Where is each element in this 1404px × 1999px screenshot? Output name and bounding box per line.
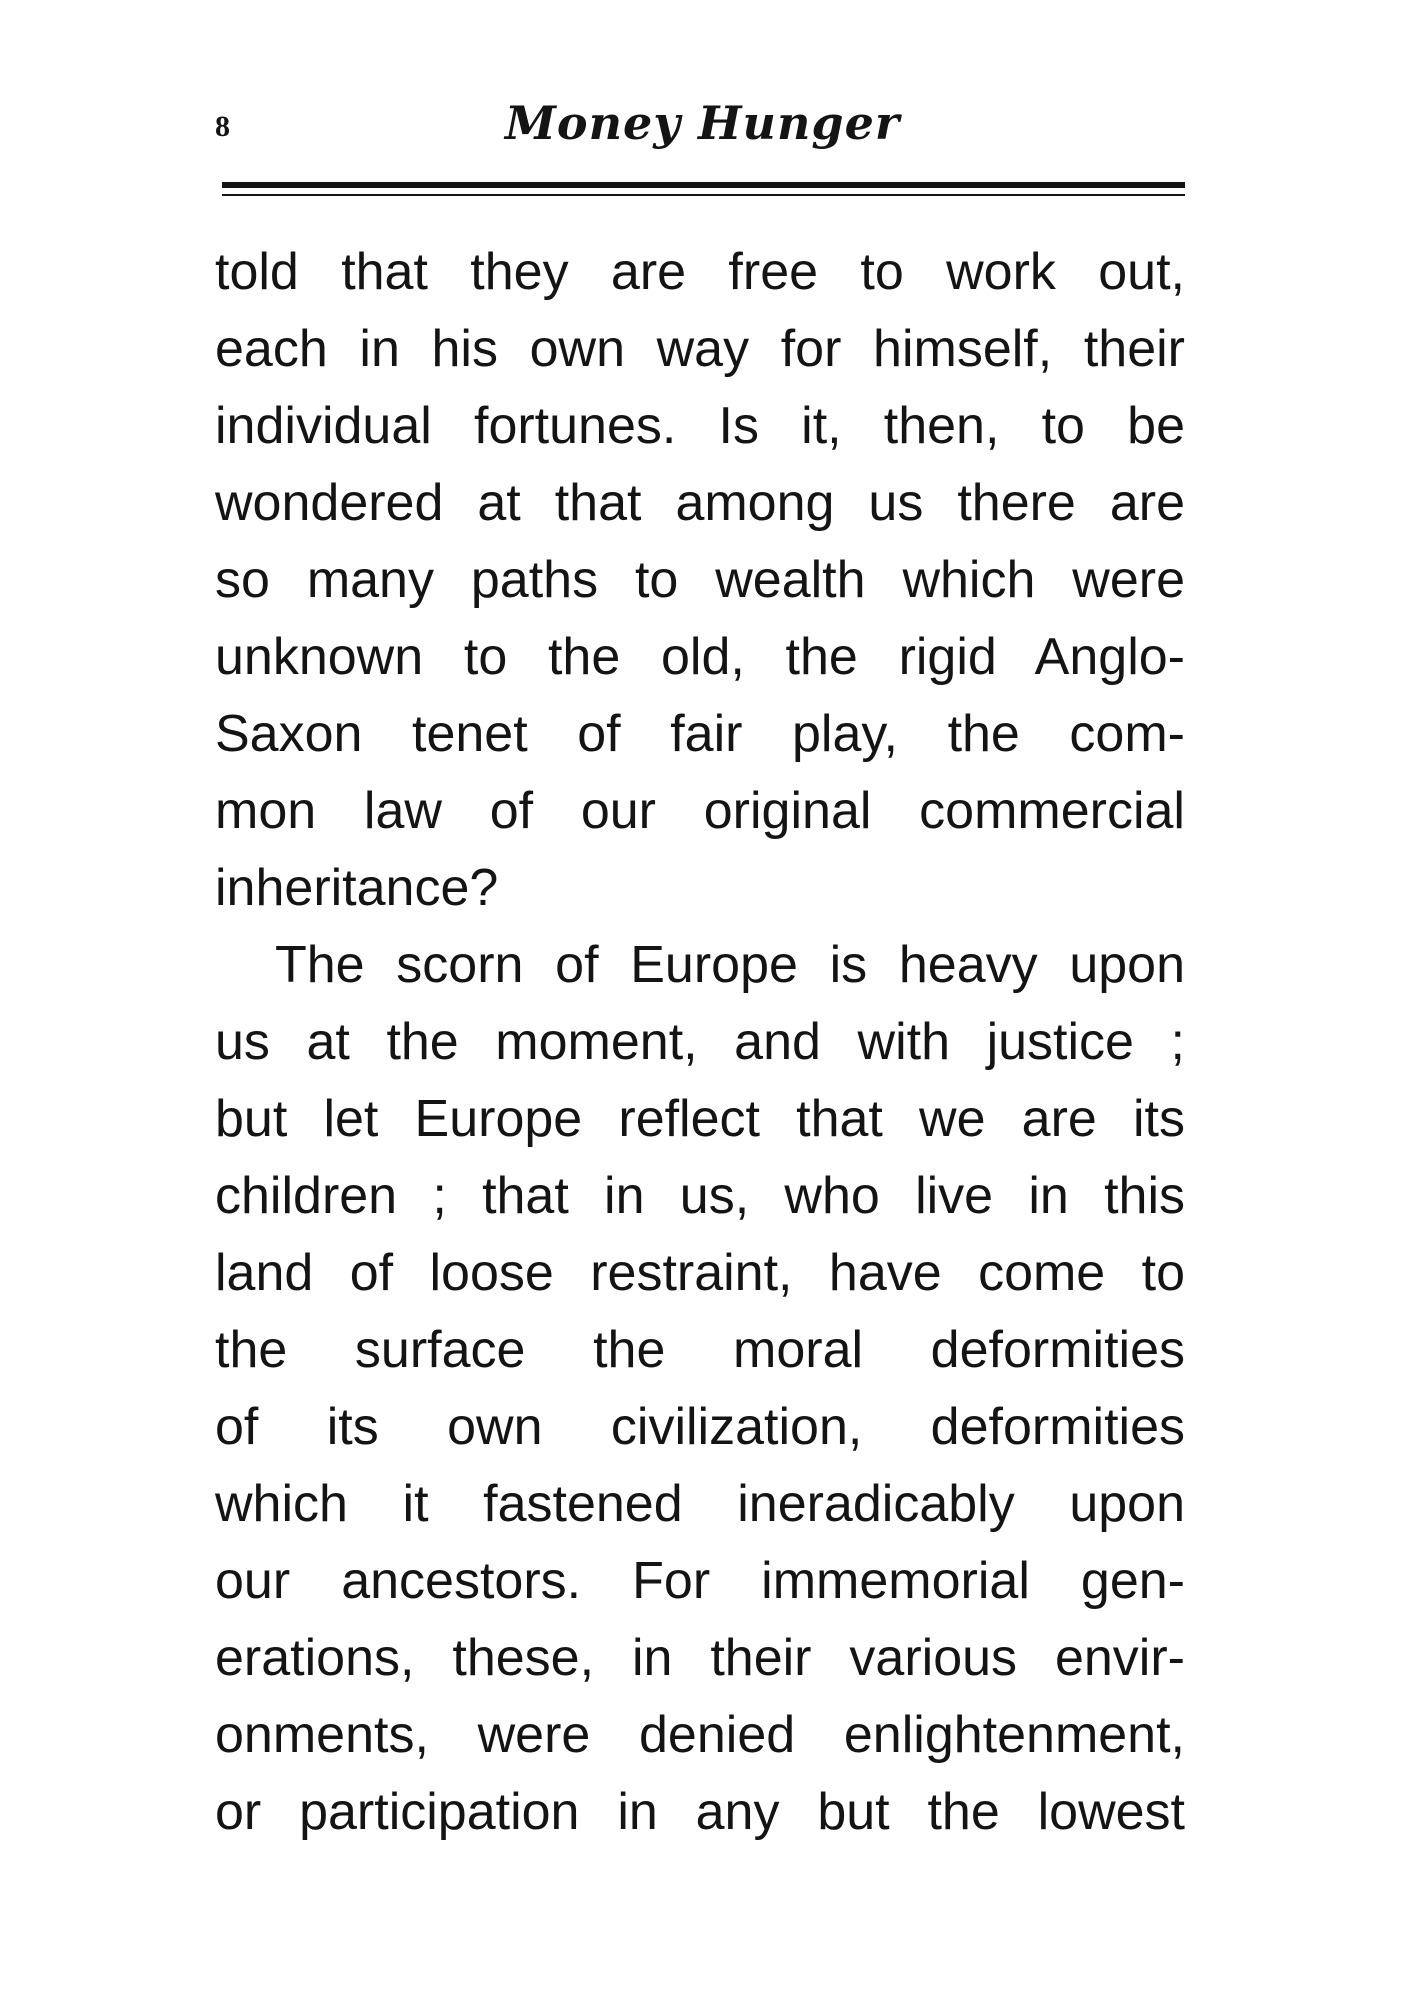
text-line: told that they are free to work out, xyxy=(215,243,1185,301)
text-line: The scorn of Europe is heavy upon xyxy=(275,936,1185,994)
text-line: erations, these, in their various envir- xyxy=(215,1629,1185,1687)
running-title: Money Hunger xyxy=(505,96,901,150)
text-line: our ancestors. For immemorial gen- xyxy=(215,1552,1185,1610)
text-line: children ; that in us, who live in this xyxy=(215,1167,1185,1225)
paragraph-2 xyxy=(215,927,1185,1851)
text-line: individual fortunes. Is it, then, to be xyxy=(215,397,1185,455)
text-line: inheritance? xyxy=(215,859,499,917)
text-line: the surface the moral deformities xyxy=(215,1321,1185,1379)
text-line: but let Europe reflect that we are its xyxy=(215,1090,1185,1148)
page-header xyxy=(215,96,1185,156)
page-number: 8 xyxy=(215,110,230,143)
paragraph-1 xyxy=(215,234,1185,927)
text-line: each in his own way for himself, their xyxy=(215,320,1185,378)
text-line: unknown to the old, the rigid Anglo- xyxy=(215,628,1185,686)
text-line: which it fastened ineradicably upon xyxy=(215,1475,1185,1533)
text-line: or participation in any but the lowest xyxy=(215,1783,1185,1841)
header-rule-thin xyxy=(222,194,1185,196)
text-line: wondered at that among us there are xyxy=(215,474,1185,532)
text-line: of its own civilization, deformities xyxy=(215,1398,1185,1456)
text-line: so many paths to wealth which were xyxy=(215,551,1185,609)
body-text xyxy=(215,234,1185,1851)
text-line: onments, were denied enlightenment, xyxy=(215,1706,1185,1764)
text-line: mon law of our original commercial xyxy=(215,782,1185,840)
text-line: us at the moment, and with justice ; xyxy=(215,1013,1185,1071)
text-line: land of loose restraint, have come to xyxy=(215,1244,1185,1302)
text-line: Saxon tenet of fair play, the com- xyxy=(215,705,1185,763)
header-rule-thick xyxy=(222,182,1185,188)
